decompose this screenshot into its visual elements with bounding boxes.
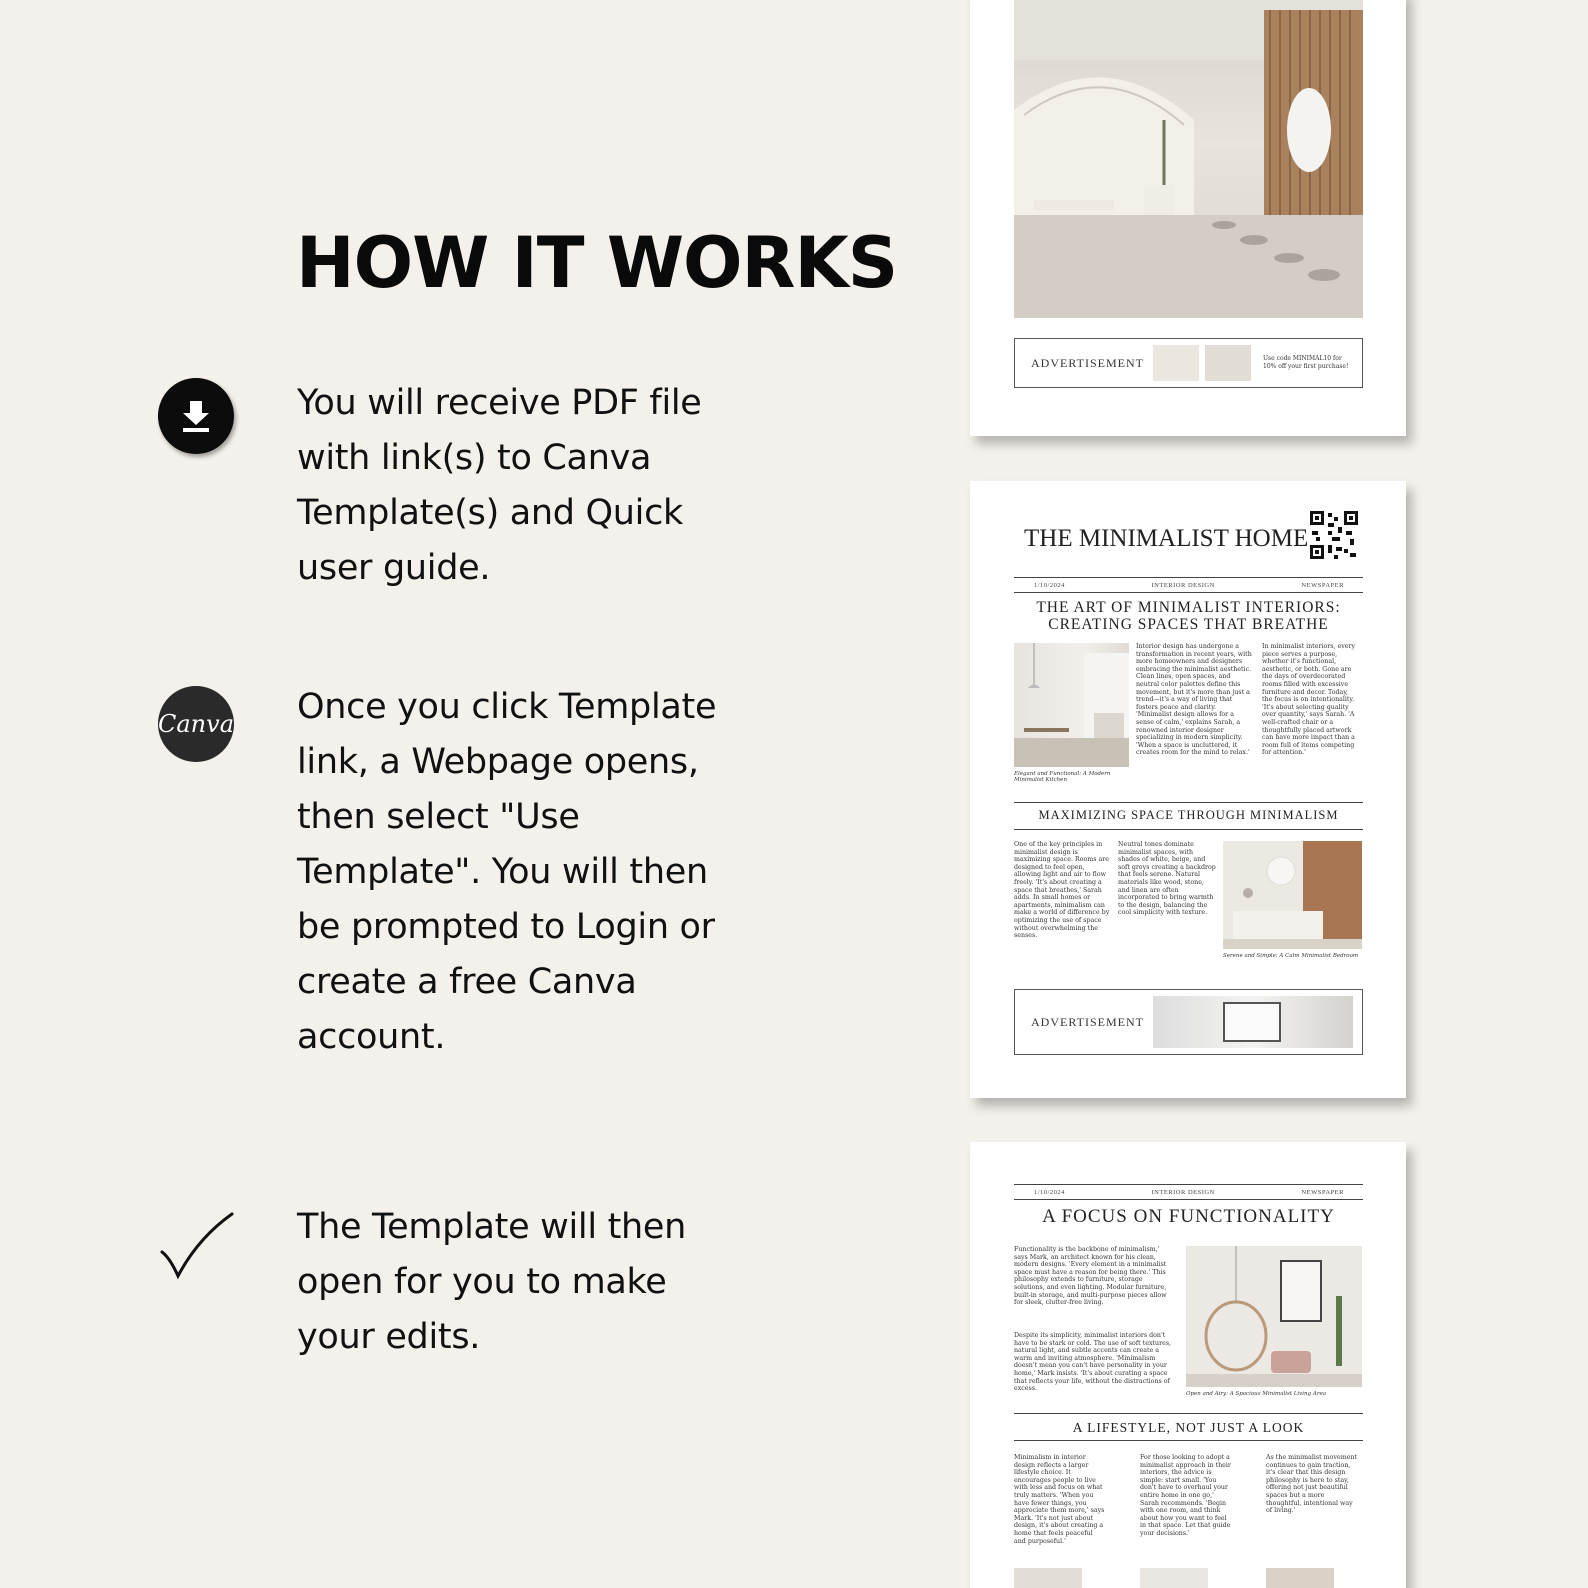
ad-image	[1153, 345, 1199, 381]
article-headline: THE ART OF MINIMALIST INTERIORS: CREATING SPACES THAT BREATHE	[1036, 599, 1341, 633]
article-column-3: As the minimalist movement continues to gain traction, it's clear that this design philosophy is here to stay, offering not just beautiful spaces but a more thoughtful, intentional way of living.'	[1266, 1454, 1357, 1515]
photo-caption: Serene and Simple: A Calm Minimalist Bedroom	[1223, 953, 1359, 959]
minimalist-room-photo	[1014, 0, 1363, 318]
canva-logo-icon	[158, 686, 234, 762]
ad-label: ADVERTISEMENT	[1031, 355, 1144, 370]
article-column-4: Neutral tones dominate minimalist spaces, with shades of white, beige, and soft greys creating a backdrop that feels serene. Natural materials like wood, stone, and linen are often incorporated to bring warmth to the design, balancing the cool simplicity with texture.	[1118, 841, 1216, 917]
step-3-text: The Template will then open for you to make your edits.	[297, 1207, 686, 1357]
ad-image	[1153, 996, 1353, 1048]
bedroom-photo	[1223, 841, 1362, 949]
photo-caption: Open and Airy: A Spacious Minimalist Living Area	[1186, 1391, 1326, 1397]
canva-logo-text: Canva	[158, 710, 234, 738]
template-preview-page-2	[970, 481, 1406, 1098]
checkmark-icon	[158, 1210, 234, 1286]
download-icon	[158, 378, 234, 454]
advertisement-box	[1014, 989, 1363, 1055]
issue-meta	[1034, 1189, 1344, 1196]
issue-section: INTERIOR DESIGN	[1151, 582, 1215, 589]
ad-image	[1205, 345, 1251, 381]
ad-promo-text: Use code MINIMAL10 for 10% off your first purchase!	[1263, 355, 1349, 370]
living-area-photo	[1186, 1246, 1362, 1387]
advertisement-box	[1014, 338, 1363, 388]
article-paragraph-2: Despite its simplicity, minimalist interiors don't have to be stark or cold. The use of soft textures, natural light, and subtle accents can create a warm and inviting atmosphere. 'Minimalism doesn't mean you can't have personality in your home,' Mark insists. 'It's about curating a space that reflects your life, without the distractions of excess.	[1014, 1332, 1172, 1393]
issue-date: 1/10/2024	[1034, 1189, 1065, 1196]
ad-label: ADVERTISEMENT	[1031, 1014, 1144, 1029]
template-preview-page-3	[970, 1142, 1406, 1588]
masthead: THE MINIMALIST HOME	[1024, 525, 1309, 552]
thumbnail-photo	[1266, 1568, 1334, 1588]
issue-date: 1/10/2024	[1034, 582, 1065, 589]
article-subhead: MAXIMIZING SPACE THROUGH MINIMALISM	[1038, 808, 1339, 822]
kitchen-photo	[1014, 643, 1129, 767]
article-headline: A FOCUS ON FUNCTIONALITY	[1042, 1206, 1335, 1227]
issue-type: NEWSPAPER	[1301, 582, 1344, 589]
article-column-2: For those looking to adopt a minimalist approach in their interiors, the advice is simple: start small. 'You don't have to overhaul your entire home in one go,' Sarah recommends. 'Begin with one room, and think about how you want to feel in that space. Let that guide your decisions.'	[1140, 1454, 1231, 1537]
page-title: HOW IT WORKS	[296, 222, 898, 304]
step-2-text: Once you click Template link, a Webpage opens, then select "Use Template". You will then be prompted to Login or create a free Canva account.	[297, 687, 717, 1057]
issue-type: NEWSPAPER	[1301, 1189, 1344, 1196]
article-column-3: One of the key principles in minimalist design is maximizing space. Rooms are designed to feel open, allowing light and air to flow freely. 'It's about creating a space that breathes,' Sarah adds. In small homes or apartments, minimalism can make a world of difference by optimizing the use of space without overwhelming the senses.	[1014, 841, 1110, 940]
article-column-1: Minimalism in interior design reflects a larger lifestyle choice. It encourages people to live with less and focus on what truly matters. 'When you have fewer things, you appreciate them more,' says Mark. 'It's not just about design, it's about creating a home that feels peaceful and purposeful.'	[1014, 1454, 1105, 1545]
issue-meta	[1034, 582, 1344, 589]
thumbnail-photo	[1014, 1568, 1082, 1588]
issue-section: INTERIOR DESIGN	[1151, 1189, 1215, 1196]
qr-code-icon	[1310, 511, 1358, 559]
photo-caption: Elegant and Functional: A Modern Minimalist Kitchen	[1014, 771, 1111, 783]
article-subhead: A LIFESTYLE, NOT JUST A LOOK	[1072, 1420, 1305, 1435]
step-1-text: You will receive PDF file with link(s) to Canva Template(s) and Quick user guide.	[297, 383, 702, 588]
template-preview-page-1	[970, 0, 1406, 436]
thumbnail-photo	[1140, 1568, 1208, 1588]
article-column-1: Interior design has undergone a transformation in recent years, with more homeowners and designers embracing the minimalist aesthetic. Clean lines, open spaces, and neutral color palettes define this movement, but it's more than just a trend—it's a way of living that fosters peace and clarity. 'Minimalist design allows for a sense of calm,' explains Sarah, a renowned interior designer specializing in modern simplicity. 'When a space is uncluttered, it creates room for the mind to relax.'	[1136, 643, 1252, 757]
article-column-2: In minimalist interiors, every piece serves a purpose, whether it's functional, aesthetic, or both. Gone are the days of overdecorated rooms filled with excessive furniture and decor. Today, the focus is on intentionality. 'It's about selecting quality over quantity,' says Sarah. 'A well-crafted chair or a thoughtfully placed artwork can have more impact than a room full of items competing for attention.'	[1262, 643, 1356, 757]
article-paragraph-1: Functionality is the backbone of minimalism,' says Mark, an architect known for his clean, modern designs. 'Every element in a minimalist space must have a reason for being there.' This philosophy extends to furniture, storage solutions, and even lighting. Modular furniture, built-in storage, and multi-purpose pieces allow for sleek, clutter-free living.	[1014, 1246, 1167, 1307]
